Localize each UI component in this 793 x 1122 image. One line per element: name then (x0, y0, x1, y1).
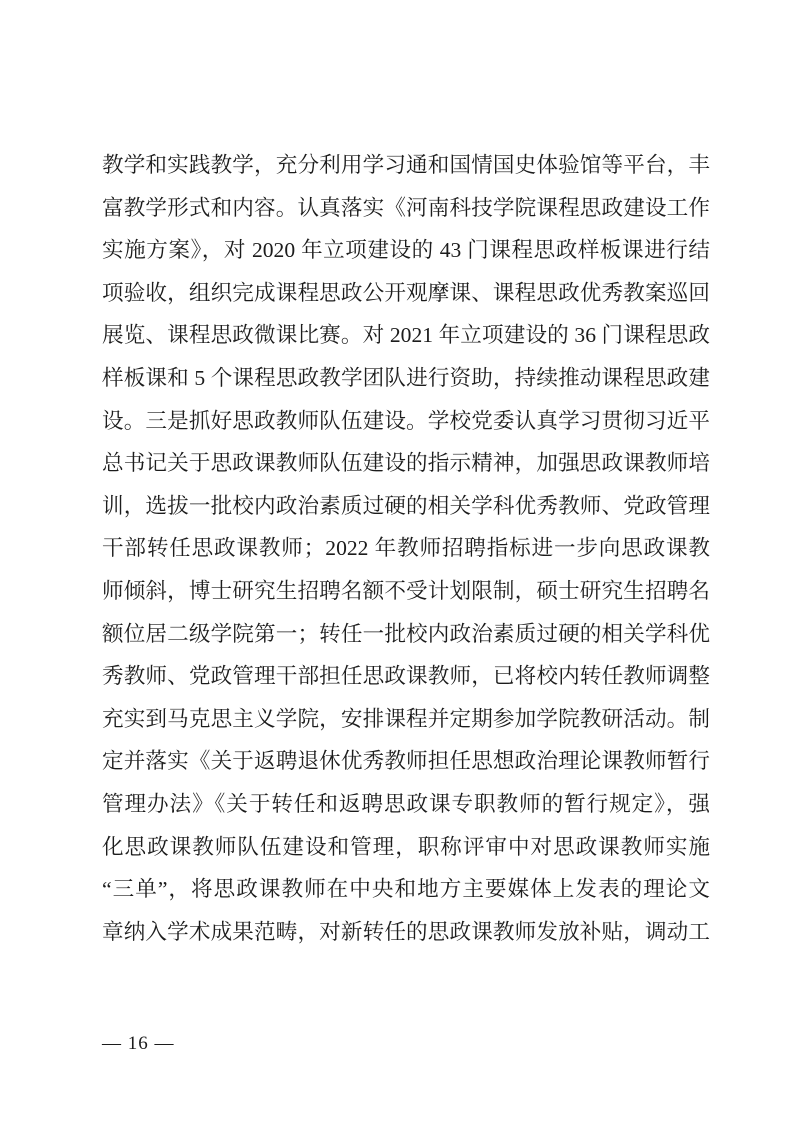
text-line: 总书记关于思政课教师队伍建设的指示精神，加强思政课教师培 (102, 451, 710, 476)
page-number: — 16 — (102, 1033, 175, 1054)
text-line: 设。三是抓好思政教师队伍建设。学校党委认真学习贯彻习近平 (102, 408, 710, 433)
text-line: 师倾斜，博士研究生招聘名额不受计划限制，硕士研究生招聘名 (102, 578, 710, 603)
text-line: 富教学形式和内容。认真落实《河南科技学院课程思政建设工作 (102, 195, 710, 220)
text-line: 项验收，组织完成课程思政公开观摩课、课程思政优秀教案巡回 (102, 280, 710, 305)
document-body (102, 144, 710, 953)
text-line: 干部转任思政课教师；2022 年教师招聘指标进一步向思政课教 (102, 536, 710, 561)
text-line: 化思政课教师队伍建设和管理，职称评审中对思政课教师实施 (102, 834, 710, 859)
text-line: 定并落实《关于返聘退休优秀教师担任思想政治理论课教师暂行 (102, 749, 710, 774)
text-line: 充实到马克思主义学院，安排课程并定期参加学院教研活动。制 (102, 706, 710, 731)
text-line: 秀教师、党政管理干部担任思政课教师，已将校内转任教师调整 (102, 664, 710, 689)
text-line: “三单”，将思政课教师在中央和地方主要媒体上发表的理论文 (102, 877, 710, 902)
text-line: 管理办法》《关于转任和返聘思政课专职教师的暂行规定》，强 (102, 791, 710, 816)
text-line: 教学和实践教学，充分利用学习通和国情国史体验馆等平台，丰 (102, 153, 710, 177)
text-line: 展览、课程思政微课比赛。对 2021 年立项建设的 36 门课程思政 (102, 323, 710, 348)
text-line: 训，选拔一批校内政治素质过硬的相关学科优秀教师、党政管理 (102, 493, 710, 518)
text-line: 实施方案》，对 2020 年立项建设的 43 门课程思政样板课进行结 (102, 238, 710, 263)
text-line: 额位居二级学院第一；转任一批校内政治素质过硬的相关学科优 (102, 621, 710, 646)
text-line: 章纳入学术成果范畴，对新转任的思政课教师发放补贴，调动工 (102, 919, 710, 944)
text-line: 样板课和 5 个课程思政教学团队进行资助，持续推动课程思政建 (102, 365, 710, 390)
